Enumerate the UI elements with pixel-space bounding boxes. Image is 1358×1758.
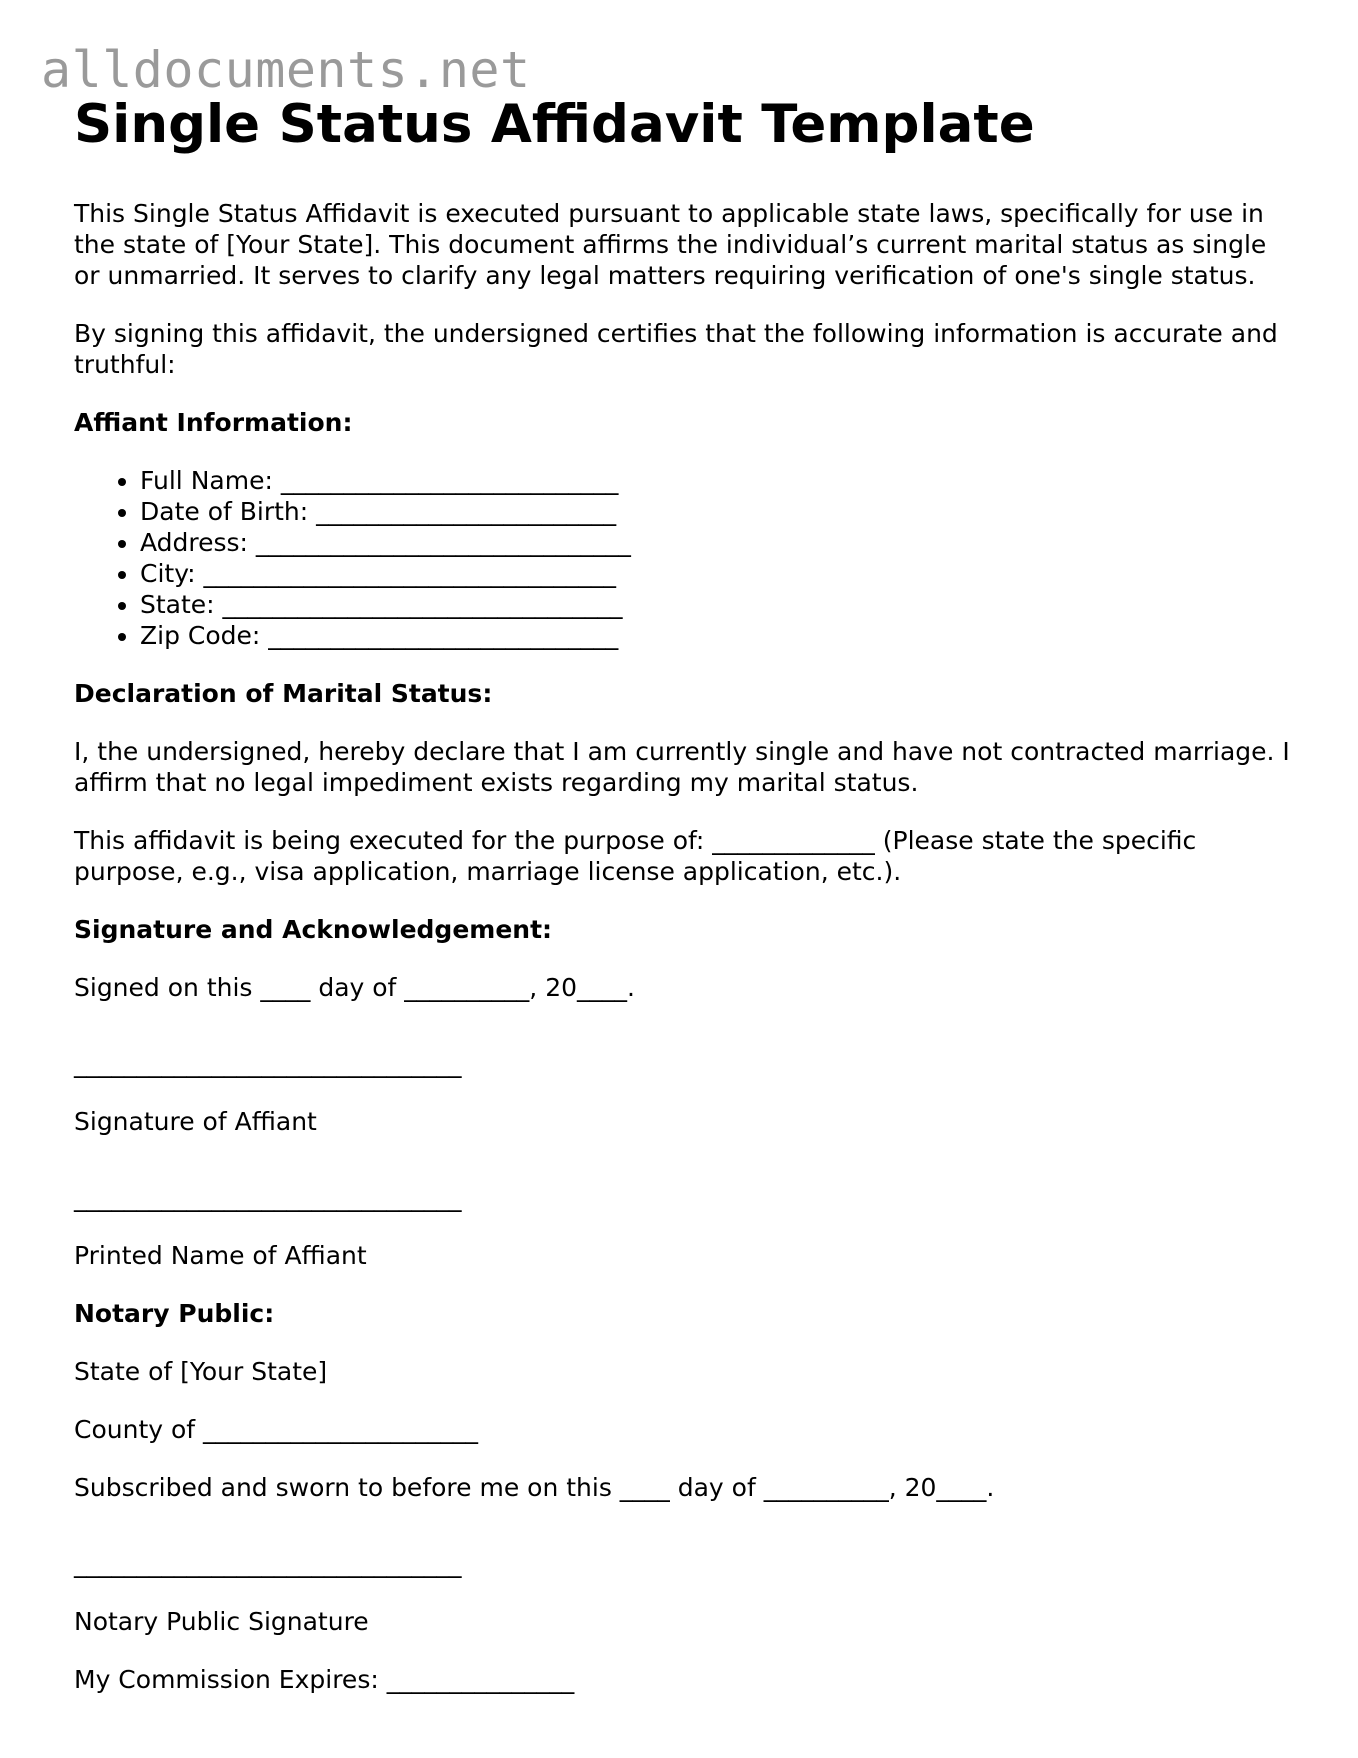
date-of-birth-field: • Date of Birth: ________________________	[140, 496, 1294, 527]
city-field: • City: _________________________________	[140, 558, 1294, 589]
printed-name-line: _______________________________	[74, 1183, 462, 1212]
certify-paragraph: By signing this affidavit, the undersigned certifies that the following information is accurate and truthful:	[74, 319, 1278, 379]
notary-state: State of [Your State]	[74, 1357, 328, 1386]
notary-heading: Notary Public:	[74, 1299, 275, 1328]
notary-signature-line: _______________________________	[74, 1549, 462, 1578]
purpose-paragraph: This affidavit is being executed for the purpose of: _____________ (Please state the specific purpose, e.g., visa application, marriage license application, etc.).	[74, 826, 1197, 886]
zip-code-field: • Zip Code: ____________________________	[140, 620, 1294, 651]
affiant-signature-label: Signature of Affiant	[74, 1107, 317, 1136]
intro-paragraph: This Single Status Affidavit is executed pursuant to applicable state laws, specifically for use in the state of [Your State]. This document affirms the individual’s current marital status as single or unmarried. It serves to clarify any legal matters requiring verification of one's single status.	[74, 199, 1267, 290]
signature-heading: Signature and Acknowledgement:	[74, 915, 553, 944]
printed-name-label: Printed Name of Affiant	[74, 1241, 367, 1270]
address-field: • Address: ______________________________	[140, 527, 1294, 558]
notary-sworn: Subscribed and sworn to before me on this ____ day of __________, 20____.	[74, 1473, 995, 1502]
affiant-field-list	[74, 465, 1294, 651]
signed-on-line: Signed on this ____ day of __________, 20____.	[74, 973, 635, 1002]
affiant-signature-line: _______________________________	[74, 1049, 462, 1078]
notary-signature-label: Notary Public Signature	[74, 1607, 369, 1636]
declaration-paragraph: I, the undersigned, hereby declare that I am currently single and have not contracted marriage. I affirm that no legal impediment exists regarding my marital status.	[74, 737, 1290, 797]
declaration-heading: Declaration of Marital Status:	[74, 679, 493, 708]
commission-expires: My Commission Expires: _______________	[74, 1665, 575, 1694]
document-page	[74, 92, 1294, 1695]
affiant-heading: Affiant Information:	[74, 408, 353, 437]
page-title: Single Status Affidavit Template	[74, 94, 1035, 155]
state-field: • State: ________________________________	[140, 589, 1294, 620]
watermark: alldocuments.net	[41, 41, 531, 99]
notary-county: County of ______________________	[74, 1415, 479, 1444]
full-name-field: • Full Name: ___________________________	[140, 465, 1294, 496]
